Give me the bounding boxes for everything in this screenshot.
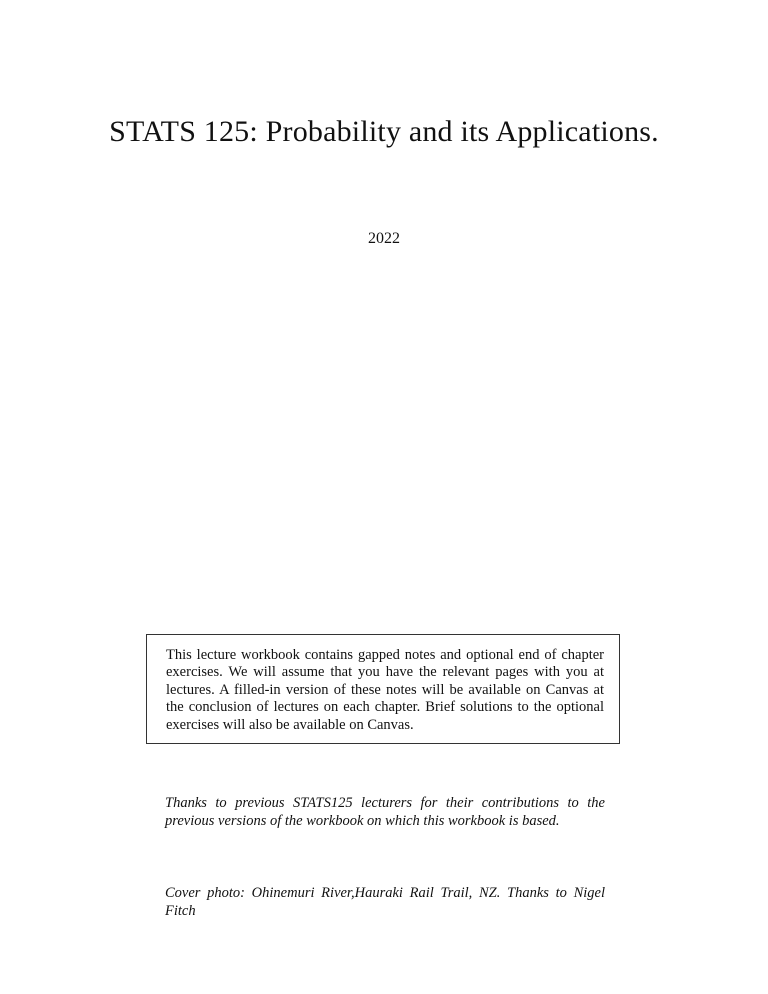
page-title: STATS 125: Probability and its Applications. [109, 115, 659, 148]
cover-photo-credit: Cover photo: Ohinemuri River,Hauraki Rail Trail, NZ. Thanks to Nigel Fitch [165, 885, 605, 919]
publication-year: 2022 [368, 230, 400, 247]
acknowledgement-text: Thanks to previous STATS125 lecturers for their contributions to the previous versions of the workbook on which this workbook is based. [165, 795, 605, 829]
workbook-notice-text: This lecture workbook contains gapped notes and optional end of chapter exercises. We will assume that you have the relevant pages with you at lectures. A filled-in version of these notes will be available on Canvas at the conclusion of lectures on each chapter. Brief solutions to the optional exercises will also be available on Canvas. [166, 647, 604, 733]
workbook-notice-box [146, 634, 620, 744]
